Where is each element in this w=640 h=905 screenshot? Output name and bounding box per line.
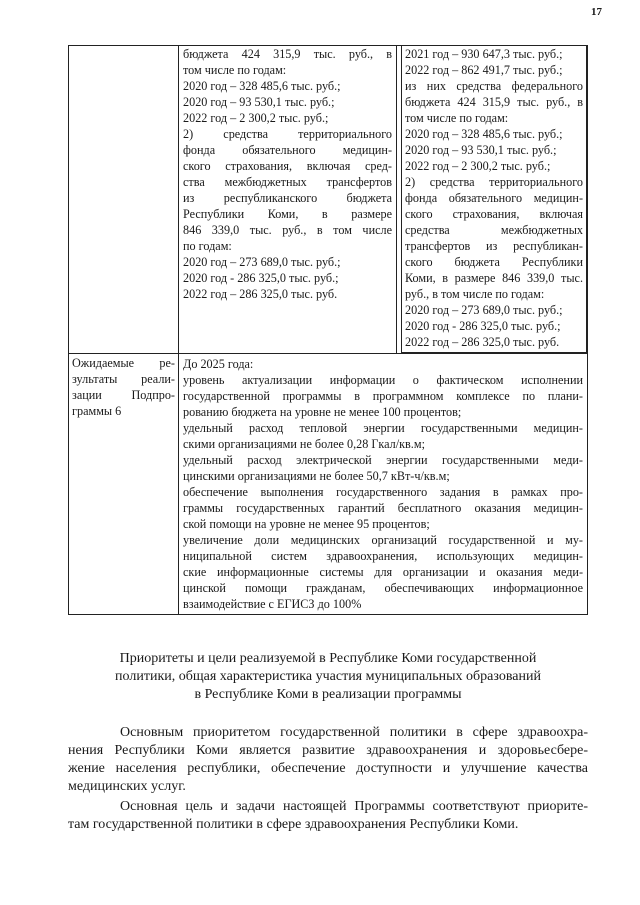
funding-line: 2) средства территориального	[183, 127, 392, 141]
expected-results-label-line: зации Подпро-	[72, 388, 175, 402]
expected-result-line: уровень актуализации информации о фактическом исполнении	[183, 373, 583, 387]
funding-line: том числе по годам:	[405, 111, 509, 125]
funding-line: бюджета 424 315,9 тыс. руб., в	[405, 95, 583, 109]
expected-results-label-line: Ожидаемые ре-	[72, 356, 175, 370]
paragraph	[68, 724, 588, 796]
funding-line: 2022 год – 2 300,2 тыс. руб.;	[183, 111, 329, 125]
funding-line: 2020 год – 328 485,6 тыс. руб.;	[183, 79, 341, 93]
funding-line: Республики Коми, в размере	[183, 207, 392, 221]
expected-result-line: рованию бюджета на уровне не менее 100 процентов;	[183, 405, 462, 419]
funding-line: 2020 год – 273 689,0 тыс. руб.;	[183, 255, 341, 269]
funding-line: Коми, в размере 846 339,0 тыс.	[405, 271, 583, 285]
funding-line: из республиканского бюджета	[183, 191, 392, 205]
program-table	[68, 45, 588, 615]
funding-line: 2021 год – 930 647,3 тыс. руб.;	[405, 47, 563, 61]
funding-line: ского страхования, включая	[405, 207, 583, 221]
funding-line: 2022 год – 2 300,2 тыс. руб.;	[405, 159, 551, 173]
expected-result-line: обеспечение выполнения государственного задания в рамках про-	[183, 485, 583, 499]
funding-cell-left	[179, 46, 397, 354]
funding-line: том числе по годам:	[183, 63, 287, 77]
expected-results-content	[179, 354, 588, 615]
expected-result-line: увеличение доли медицинских организаций государственной и му-	[183, 533, 583, 547]
paragraph-line: жение населения республики, обеспечение доступности и улучшение качества	[68, 761, 588, 776]
body-text	[68, 724, 588, 834]
funding-line: по годам:	[183, 239, 232, 253]
expected-result-line: До 2025 года:	[183, 357, 254, 371]
funding-line: фонда обязательного медицин-	[405, 191, 583, 205]
funding-line: ского страхования, включая сред-	[183, 159, 392, 173]
funding-line: 2020 год – 93 530,1 тыс. руб.;	[405, 143, 557, 157]
expected-result-line: удельный расход электрической энергии государственными меди-	[183, 453, 583, 467]
expected-result-line: цинской помощи гражданам, обеспечивающих информационное	[183, 581, 583, 595]
page-number: 17	[591, 6, 602, 18]
expected-result-line: скими организациями не более 0,28 Гкал/кв.м;	[183, 437, 425, 451]
paragraph-line: Основным приоритетом государственной политики в сфере здравоохра-	[120, 725, 588, 740]
funding-line: 2020 год - 286 325,0 тыс. руб.;	[183, 271, 339, 285]
table-row-expected-results	[69, 354, 588, 615]
funding-line: 2022 год – 286 325,0 тыс. руб.	[405, 335, 560, 349]
expected-result-line: граммы государственных гарантий бесплатного оказания медицин-	[183, 501, 583, 515]
section-heading	[68, 650, 588, 704]
expected-result-line: государственной программы в программном комплексе по плани-	[183, 389, 583, 403]
expected-result-line: ниципальной систем здравоохранения, использующих медицин-	[183, 549, 583, 563]
funding-line: бюджета 424 315,9 тыс. руб., в	[183, 47, 392, 61]
funding-line: средства межбюджетных	[405, 223, 583, 237]
section-heading-line: в Республике Коми в реализации программы	[194, 687, 462, 702]
expected-result-line: взаимодействие с ЕГИСЗ до 100%	[183, 597, 362, 611]
table-row-funding	[69, 46, 588, 354]
expected-results-label	[69, 354, 179, 615]
funding-cell-right	[397, 46, 588, 354]
paragraph-line: медицинских услуг.	[68, 779, 186, 794]
funding-line: 846 339,0 тыс. руб., в том числе	[183, 223, 392, 237]
funding-line: 2020 год - 286 325,0 тыс. руб.;	[405, 319, 561, 333]
expected-results-label-line: зультаты реали-	[72, 372, 175, 386]
row-label-cell	[69, 46, 179, 354]
funding-line: фонда обязательного медицин-	[183, 143, 392, 157]
expected-result-line: ские информационные системы для организации и оказания меди-	[183, 565, 583, 579]
paragraph-line: там государственной политики в сфере здравоохранения Республики Коми.	[68, 817, 519, 832]
section-heading-line: Приоритеты и цели реализуемой в Республике Коми государственной	[119, 651, 537, 666]
paragraph	[68, 798, 588, 834]
funding-line: ства межбюджетных трансфертов	[183, 175, 392, 189]
funding-line: 2) средства территориального	[405, 175, 583, 189]
funding-right-inner	[401, 46, 587, 353]
funding-line: трансфертов из республикан-	[405, 239, 583, 253]
funding-line: 2022 год – 286 325,0 тыс. руб.	[183, 287, 338, 301]
funding-line: 2020 год – 328 485,6 тыс. руб.;	[405, 127, 563, 141]
section-heading-line: политики, общая характеристика участия муниципальных образований	[115, 669, 541, 684]
paragraph-line: нения Республики Коми является развитие здравоохранения и здоровьесбере-	[68, 743, 588, 758]
funding-line: из них средства федерального	[405, 79, 583, 93]
funding-line: 2020 год – 93 530,1 тыс. руб.;	[183, 95, 335, 109]
funding-line: руб., в том числе по годам:	[405, 287, 545, 301]
funding-line: 2022 год – 862 491,7 тыс. руб.;	[405, 63, 563, 77]
paragraph-line: Основная цель и задачи настоящей Программы соответствуют приорите-	[120, 799, 588, 814]
expected-result-line: удельный расход тепловой энергии государственными медицин-	[183, 421, 583, 435]
funding-line: ского бюджета Республики	[405, 255, 583, 269]
expected-result-line: ской помощи на уровне не менее 95 процентов;	[183, 517, 430, 531]
funding-line: 2020 год – 273 689,0 тыс. руб.;	[405, 303, 563, 317]
expected-result-line: цинскими организациями не более 50,7 кВт-ч/кв.м;	[183, 469, 450, 483]
expected-results-label-line: граммы 6	[72, 404, 122, 418]
